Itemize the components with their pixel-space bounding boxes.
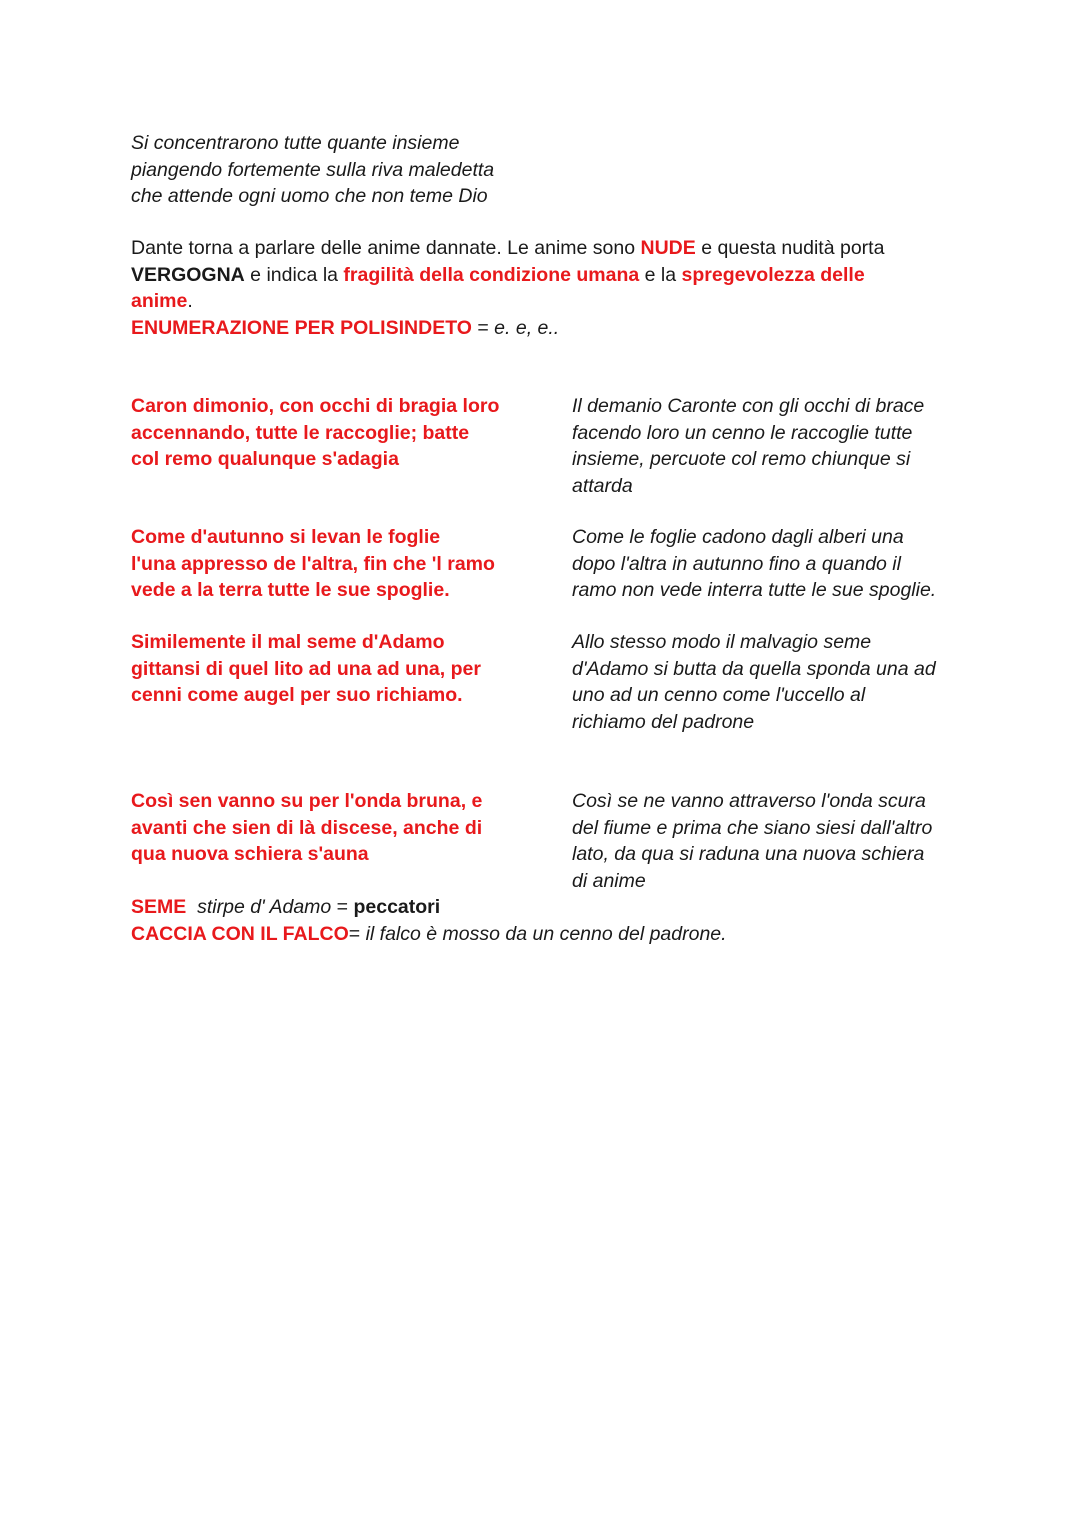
enumeration-label: ENUMERAZIONE PER POLISINDETO <box>131 316 472 339</box>
keyword-fragilita: fragilità della condizione umana <box>343 263 640 286</box>
commentary-text: e questa nudità porta <box>695 237 885 259</box>
paraphrase <box>572 788 957 894</box>
commentary-line-2 <box>131 262 951 289</box>
paraphrase-line: insieme, percuote col remo chiunque si <box>572 448 911 470</box>
paraphrase-line: Come le foglie cadono dagli alberi una <box>572 526 904 548</box>
note-seme-value: peccatori <box>353 896 441 918</box>
paraphrase-line: dopo l'altra in autunno fino a quando il <box>572 552 901 575</box>
note-caccia-label: CACCIA CON IL FALCO <box>131 922 349 945</box>
enumeration-line <box>131 315 951 342</box>
commentary-text: Dante torna a parlare delle anime dannate. Le anime sono <box>131 237 641 259</box>
verse-line: accennando, tutte le raccoglie; batte <box>131 421 470 444</box>
paraphrase <box>572 629 957 735</box>
paraphrase-line: ramo non vede interra tutte le sue spoglie. <box>572 579 937 601</box>
keyword-anime: anime <box>131 290 188 312</box>
enumeration-value: e. e, e.. <box>494 316 560 339</box>
paraphrase-line: di anime <box>572 869 646 892</box>
notes <box>131 894 951 947</box>
commentary-text: e indica la <box>244 263 344 286</box>
note-caccia-eq: = <box>348 922 366 945</box>
commentary-line-1 <box>131 235 951 262</box>
note-seme-eq: = <box>331 896 354 918</box>
keyword-nude: NUDE <box>640 237 696 259</box>
commentary-text: e la <box>639 263 682 286</box>
verse-line: l'una appresso de l'altra, fin che 'l ramo <box>131 552 495 575</box>
intro-line: Si concentrarono tutte quante insieme <box>131 132 460 154</box>
original-verse <box>131 524 531 604</box>
verse-line: vede a la terra tutte le sue spoglie. <box>131 579 450 601</box>
verse-line: gittansi di quel lito ad una ad una, per <box>131 657 481 680</box>
paraphrase-line: attarda <box>572 474 633 497</box>
original-verse <box>131 629 531 709</box>
paraphrase-line: lato, da qua si raduna una nuova schiera <box>572 843 925 865</box>
intro-line: che attende ogni uomo che non teme Dio <box>131 185 488 207</box>
keyword-vergogna: VERGOGNA <box>131 263 245 286</box>
enumeration-eq: = <box>471 316 495 339</box>
intro-quote <box>131 130 651 210</box>
verse-line: qua nuova schiera s'auna <box>131 843 369 865</box>
original-verse <box>131 788 531 868</box>
paraphrase-line: Allo stesso modo il malvagio seme <box>572 631 872 653</box>
note-caccia-text: il falco è mosso da un cenno del padrone. <box>365 922 727 945</box>
note-seme <box>131 894 951 921</box>
commentary-text: . <box>187 290 193 312</box>
note-seme-text: stirpe d' Adamo <box>186 896 332 918</box>
commentary <box>131 235 951 341</box>
paraphrase-line: facendo loro un cenno le raccoglie tutte <box>572 421 913 444</box>
verse-line: Così sen vanno su per l'onda bruna, e <box>131 790 483 812</box>
note-seme-label: SEME <box>131 896 187 918</box>
paraphrase-line: Il demanio Caronte con gli occhi di brace <box>572 395 925 417</box>
verse-line: Come d'autunno si levan le foglie <box>131 526 441 548</box>
paraphrase-line: del fiume e prima che siano siesi dall'altro <box>572 816 933 839</box>
original-verse <box>131 393 531 473</box>
paraphrase-line: uno ad un cenno come l'uccello al <box>572 684 866 706</box>
verse-line: avanti che sien di là discese, anche di <box>131 816 483 839</box>
paraphrase-line: richiamo del padrone <box>572 710 755 733</box>
commentary-line-3 <box>131 288 951 315</box>
verse-line: Caron dimonio, con occhi di bragia loro <box>131 395 500 417</box>
verse-line: col remo qualunque s'adagia <box>131 448 399 470</box>
keyword-spregevolezza: spregevolezza delle <box>681 263 865 286</box>
paraphrase <box>572 393 957 499</box>
paraphrase-line: Così se ne vanno attraverso l'onda scura <box>572 790 926 812</box>
paraphrase-line: d'Adamo si butta da quella sponda una ad <box>572 657 936 680</box>
note-caccia <box>131 921 951 948</box>
paraphrase <box>572 524 957 604</box>
verse-line: Similemente il mal seme d'Adamo <box>131 631 445 653</box>
intro-line: piangendo fortemente sulla riva maledetta <box>131 158 495 181</box>
verse-line: cenni come augel per suo richiamo. <box>131 684 463 706</box>
